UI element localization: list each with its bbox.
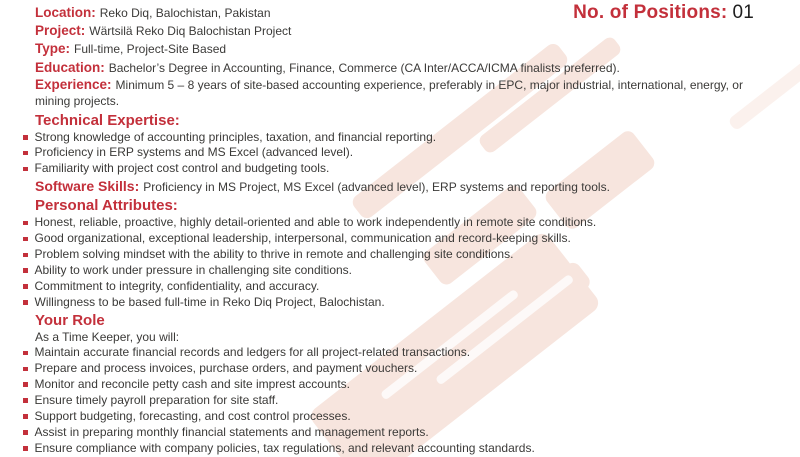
bullet-square-icon [23, 268, 28, 273]
bullet-text: Ensure compliance with company policies, tax regulations, and relevant accounting standards. [34, 440, 535, 455]
bullet-text: Proficiency in ERP systems and MS Excel (advanced level). [34, 145, 354, 160]
bullet-square-icon [23, 221, 28, 226]
bullet-text: Ability to work under pressure in challenging site conditions. [34, 262, 353, 277]
bullet-square-icon [23, 167, 28, 172]
list-item [35, 441, 770, 457]
list-item [35, 361, 770, 377]
bullet-square-icon [23, 398, 28, 403]
positions-label: No. of Positions: [573, 2, 728, 23]
bullet-text: Support budgeting, forecasting, and cost control processes. [34, 408, 351, 423]
list-item [35, 263, 770, 279]
detail-project-row [35, 22, 777, 40]
bullet-square-icon [23, 237, 28, 242]
detail-value: Wärtsilä Reko Diq Balochistan Project [89, 24, 292, 38]
bullet-square-icon [23, 446, 28, 451]
list-item [35, 247, 770, 263]
list-item [35, 215, 770, 231]
list-item [35, 425, 770, 441]
detail-label: Location: [35, 5, 96, 20]
list-item [35, 279, 770, 295]
bullet-square-icon [23, 351, 28, 356]
bullet-square-icon [23, 284, 28, 289]
bullet-text: Ensure timely payroll preparation for site staff. [34, 392, 279, 407]
bullet-text: Prepare and process invoices, purchase orders, and payment vouchers. [34, 361, 418, 376]
bullet-text: Willingness to be based full-time in Reko Diq Project, Balochistan. [34, 294, 385, 309]
list-item [35, 295, 770, 311]
software-skills-row [35, 178, 777, 196]
bullet-text: Honest, reliable, proactive, highly detail-oriented and able to work independently in remote site conditions. [34, 215, 597, 230]
bullet-square-icon [23, 253, 28, 258]
list-item [35, 345, 770, 361]
bullet-square-icon [23, 367, 28, 372]
job-details-block [35, 4, 777, 58]
your-role-intro: As a Time Keeper, you will: [35, 329, 180, 344]
education-row [35, 60, 777, 77]
your-role-list [35, 345, 770, 456]
software-skills-label: Software Skills: [35, 178, 140, 195]
bullet-square-icon [23, 300, 28, 305]
list-item [35, 377, 770, 393]
personal-attributes-heading: Personal Attributes: [35, 197, 178, 215]
bullet-text: Maintain accurate financial records and ledgers for all project-related transactions. [34, 345, 471, 360]
list-item [35, 393, 770, 409]
bullet-square-icon [23, 414, 28, 419]
bullet-text: Familiarity with project cost control and budgeting tools. [34, 161, 330, 176]
job-description-content [35, 4, 777, 457]
technical-expertise-list [35, 130, 770, 178]
your-role-heading: Your Role [35, 311, 105, 329]
bullet-square-icon [23, 151, 28, 156]
experience-label: Experience: [35, 76, 112, 92]
list-item [35, 145, 770, 161]
detail-location-row [35, 4, 777, 22]
software-skills-value: Proficiency in MS Project, MS Excel (advanced level), ERP systems and reporting tools. [143, 180, 610, 195]
detail-value: Reko Diq, Balochistan, Pakistan [99, 6, 271, 20]
detail-value: Full-time, Project-Site Based [74, 42, 227, 56]
education-value: Bachelor’s Degree in Accounting, Finance, Commerce (CA Inter/ACCA/ICMA finalists preferred). [108, 61, 620, 75]
education-label: Education: [35, 60, 105, 75]
list-item [35, 409, 770, 425]
list-item [35, 161, 770, 177]
bullet-text: Monitor and reconcile petty cash and site imprest accounts. [34, 376, 350, 391]
detail-type-row [35, 40, 777, 58]
list-item [35, 130, 770, 146]
detail-label: Project: [35, 23, 86, 38]
detail-label: Type: [35, 41, 71, 56]
technical-expertise-heading: Technical Expertise: [35, 111, 180, 129]
bullet-text: Strong knowledge of accounting principles, taxation, and financial reporting. [34, 129, 437, 144]
experience-row [35, 77, 777, 110]
bullet-text: Assist in preparing monthly financial statements and management reports. [34, 424, 429, 439]
bullet-text: Problem solving mindset with the ability to thrive in remote and challenging site conditions. [34, 247, 514, 262]
bullet-square-icon [23, 135, 28, 140]
qualifications-block [35, 60, 777, 110]
bullet-square-icon [23, 382, 28, 387]
experience-value: Minimum 5 – 8 years of site-based accounting experience, preferably in EPC, major industrial, international, energy, or mining projects. [35, 77, 743, 108]
list-item [35, 231, 770, 247]
bullet-text: Commitment to integrity, confidentiality, and accuracy. [34, 278, 320, 293]
bullet-text: Good organizational, exceptional leadership, interpersonal, communication and record-keeping skills. [34, 231, 571, 246]
positions-value: 01 [732, 2, 754, 23]
personal-attributes-list [35, 215, 770, 310]
bullet-square-icon [23, 430, 28, 435]
